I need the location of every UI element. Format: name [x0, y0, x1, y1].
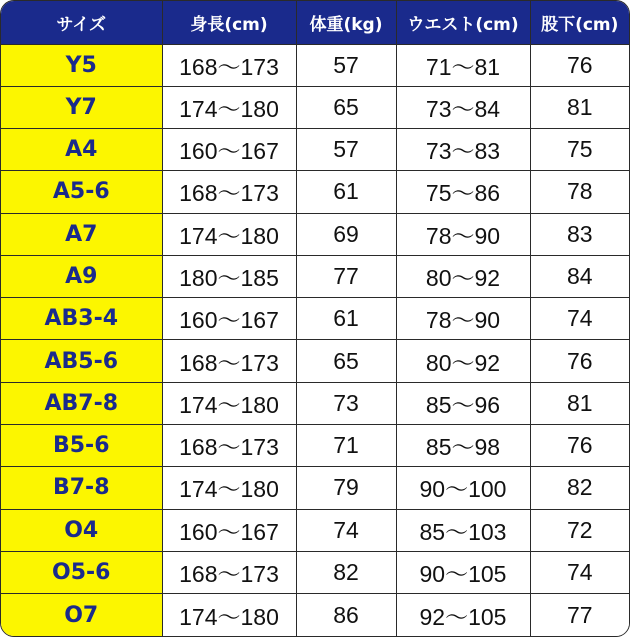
- height-cell: 174〜180: [162, 213, 296, 255]
- size-cell: B7-8: [1, 467, 162, 509]
- inseam-cell: 74: [530, 298, 629, 340]
- header-inseam: 股下(cm): [530, 1, 629, 44]
- header-waist: ウエスト(cm): [396, 1, 530, 44]
- height-cell: 174〜180: [162, 467, 296, 509]
- table-row: [1, 86, 629, 128]
- height-cell: 160〜167: [162, 298, 296, 340]
- waist-cell: 90〜105: [396, 551, 530, 593]
- table-row: [1, 129, 629, 171]
- header-size: サイズ: [1, 1, 162, 44]
- height-cell: 168〜173: [162, 171, 296, 213]
- inseam-cell: 83: [530, 213, 629, 255]
- size-cell: O7: [1, 594, 162, 636]
- table-row: [1, 298, 629, 340]
- weight-cell: 74: [296, 509, 396, 551]
- size-cell: O4: [1, 509, 162, 551]
- weight-cell: 57: [296, 129, 396, 171]
- waist-cell: 75〜86: [396, 171, 530, 213]
- table-row: [1, 382, 629, 424]
- inseam-cell: 82: [530, 467, 629, 509]
- header-row: [1, 1, 629, 44]
- waist-cell: 80〜92: [396, 255, 530, 297]
- table-row: [1, 467, 629, 509]
- inseam-cell: 74: [530, 551, 629, 593]
- height-cell: 174〜180: [162, 594, 296, 636]
- inseam-cell: 84: [530, 255, 629, 297]
- inseam-cell: 76: [530, 425, 629, 467]
- size-cell: B5-6: [1, 425, 162, 467]
- height-cell: 174〜180: [162, 382, 296, 424]
- inseam-cell: 77: [530, 594, 629, 636]
- weight-cell: 77: [296, 255, 396, 297]
- table-row: [1, 44, 629, 86]
- size-cell: AB3-4: [1, 298, 162, 340]
- inseam-cell: 81: [530, 86, 629, 128]
- size-cell: A5-6: [1, 171, 162, 213]
- waist-cell: 78〜90: [396, 213, 530, 255]
- height-cell: 160〜167: [162, 509, 296, 551]
- size-cell: Y5: [1, 44, 162, 86]
- size-cell: AB5-6: [1, 340, 162, 382]
- table-row: [1, 340, 629, 382]
- inseam-cell: 81: [530, 382, 629, 424]
- table-row: [1, 255, 629, 297]
- weight-cell: 82: [296, 551, 396, 593]
- weight-cell: 69: [296, 213, 396, 255]
- weight-cell: 79: [296, 467, 396, 509]
- weight-cell: 57: [296, 44, 396, 86]
- height-cell: 168〜173: [162, 551, 296, 593]
- waist-cell: 85〜103: [396, 509, 530, 551]
- header-height: 身長(cm): [162, 1, 296, 44]
- weight-cell: 86: [296, 594, 396, 636]
- height-cell: 174〜180: [162, 86, 296, 128]
- table-row: [1, 551, 629, 593]
- table-row: [1, 509, 629, 551]
- height-cell: 160〜167: [162, 129, 296, 171]
- waist-cell: 78〜90: [396, 298, 530, 340]
- height-cell: 168〜173: [162, 44, 296, 86]
- size-cell: A4: [1, 129, 162, 171]
- header-weight: 体重(kg): [296, 1, 396, 44]
- inseam-cell: 76: [530, 340, 629, 382]
- inseam-cell: 78: [530, 171, 629, 213]
- waist-cell: 85〜96: [396, 382, 530, 424]
- size-table: [1, 1, 629, 636]
- waist-cell: 85〜98: [396, 425, 530, 467]
- waist-cell: 90〜100: [396, 467, 530, 509]
- table-row: [1, 425, 629, 467]
- weight-cell: 65: [296, 86, 396, 128]
- table-row: [1, 171, 629, 213]
- size-cell: O5-6: [1, 551, 162, 593]
- waist-cell: 80〜92: [396, 340, 530, 382]
- height-cell: 180〜185: [162, 255, 296, 297]
- weight-cell: 61: [296, 298, 396, 340]
- inseam-cell: 75: [530, 129, 629, 171]
- weight-cell: 71: [296, 425, 396, 467]
- inseam-cell: 76: [530, 44, 629, 86]
- weight-cell: 61: [296, 171, 396, 213]
- size-cell: A7: [1, 213, 162, 255]
- weight-cell: 65: [296, 340, 396, 382]
- waist-cell: 71〜81: [396, 44, 530, 86]
- weight-cell: 73: [296, 382, 396, 424]
- table-row: [1, 213, 629, 255]
- size-cell: A9: [1, 255, 162, 297]
- waist-cell: 92〜105: [396, 594, 530, 636]
- size-cell: AB7-8: [1, 382, 162, 424]
- inseam-cell: 72: [530, 509, 629, 551]
- height-cell: 168〜173: [162, 425, 296, 467]
- table-row: [1, 594, 629, 636]
- waist-cell: 73〜84: [396, 86, 530, 128]
- waist-cell: 73〜83: [396, 129, 530, 171]
- size-cell: Y7: [1, 86, 162, 128]
- height-cell: 168〜173: [162, 340, 296, 382]
